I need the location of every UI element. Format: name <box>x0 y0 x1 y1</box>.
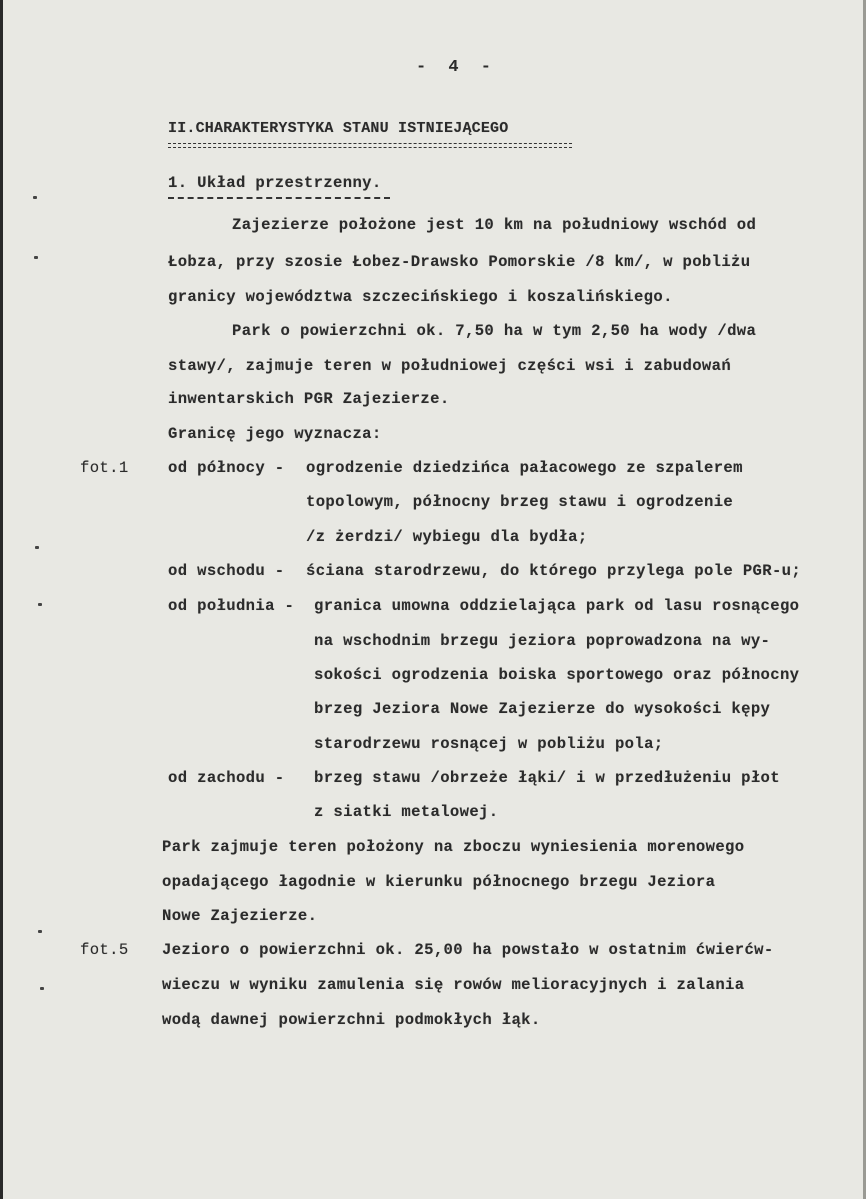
paragraph-line: wodą dawnej powierzchni podmokłych łąk. <box>162 1011 541 1029</box>
margin-mark <box>34 256 38 259</box>
subsection-underline <box>168 197 390 200</box>
paragraph-line: opadającego łagodnie w kierunku północnego brzegu Jeziora <box>162 873 716 891</box>
paragraph-line: Jezioro o powierzchni ok. 25,00 ha powstało w ostatnim ćwierćw- <box>162 941 774 959</box>
boundary-line: brzeg stawu /obrzeże łąki/ i w przedłużeniu płot <box>314 769 780 787</box>
boundary-line: z siatki metalowej. <box>314 803 499 821</box>
section-heading: II.CHARAKTERYSTYKA STANU ISTNIEJĄCEGO <box>168 120 509 137</box>
boundaries-intro: Granicę jego wyznacza: <box>168 425 382 443</box>
margin-mark <box>35 546 39 549</box>
margin-mark <box>38 603 42 606</box>
boundary-line: brzeg Jeziora Nowe Zajezierze do wysokości kępy <box>314 700 771 718</box>
paragraph-line: stawy/, zajmuje teren w południowej części wsi i zabudowań <box>168 357 732 375</box>
boundary-line: granica umowna oddzielająca park od lasu rosnącego <box>314 597 800 615</box>
paragraph-line: inwentarskich PGR Zajezierze. <box>168 390 450 408</box>
boundary-label-south: od południa - <box>168 597 295 615</box>
boundary-line: topolowym, północny brzeg stawu i ogrodzenie <box>306 493 734 511</box>
margin-mark <box>40 987 44 990</box>
paragraph-line: Nowe Zajezierze. <box>162 907 318 925</box>
boundary-line: na wschodnim brzegu jeziora poprowadzona na wy- <box>314 632 771 650</box>
page-number: - 4 - <box>416 58 498 77</box>
page-edge-left <box>0 0 3 1199</box>
paragraph-line: Zajezierze położone jest 10 km na południowy wschód od <box>232 216 757 234</box>
boundary-line: ściana starodrzewu, do którego przylega pole PGR-u; <box>306 562 802 580</box>
boundary-line: starodrzewu rosnącej w pobliżu pola; <box>314 735 664 753</box>
margin-note-photo: fot.1 <box>80 459 129 477</box>
heading-double-underline <box>168 143 572 148</box>
boundary-line: sokości ogrodzenia boiska sportowego oraz północny <box>314 666 800 684</box>
margin-mark <box>33 196 37 199</box>
paragraph-line: Park zajmuje teren położony na zboczu wyniesienia morenowego <box>162 838 745 856</box>
boundary-line: ogrodzenie dziedzińca pałacowego ze szpalerem <box>306 459 743 477</box>
paragraph-line: Park o powierzchni ok. 7,50 ha w tym 2,50 ha wody /dwa <box>232 322 757 340</box>
margin-mark <box>38 930 42 933</box>
paragraph-line: Łobza, przy szosie Łobez-Drawsko Pomorskie /8 km/, w pobliżu <box>168 253 751 271</box>
paragraph-line: wieczu w wyniku zamulenia się rowów melioracyjnych i zalania <box>162 976 745 994</box>
boundary-line: /z żerdzi/ wybiegu dla bydła; <box>306 528 588 546</box>
boundary-label-north: od północy - <box>168 459 285 477</box>
margin-note-photo: fot.5 <box>80 941 129 959</box>
boundary-label-east: od wschodu - <box>168 562 285 580</box>
boundary-label-west: od zachodu - <box>168 769 285 787</box>
paragraph-line: granicy województwa szczecińskiego i koszalińskiego. <box>168 288 673 306</box>
subsection-heading: 1. Układ przestrzenny. <box>168 174 382 192</box>
